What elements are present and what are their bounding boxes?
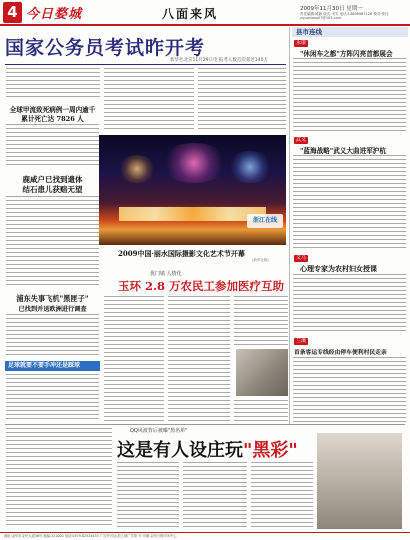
- page-number-badge: 4: [3, 2, 22, 23]
- right-item-text: [293, 58, 406, 133]
- left-story3-headline: 浦东失事飞机"黑匣子": [16, 294, 89, 303]
- left-story2-text: [6, 196, 99, 288]
- paper-name: 今日婺城: [26, 7, 83, 22]
- right-item-tag: 义乌: [296, 255, 307, 261]
- page-header: [0, 0, 410, 26]
- right-item-headline[interactable]: "休闲车之都"方阵闪亮首都展会: [300, 50, 393, 58]
- right-item-tag: 武义: [296, 137, 307, 143]
- main-headline: 国家公务员考试昨开考: [5, 37, 206, 59]
- middle-story-text-4: [234, 400, 288, 422]
- left-story2-headline: 鹿咸户已找到遗体: [22, 175, 83, 184]
- header-rule: [0, 24, 410, 26]
- right-item-text: [293, 155, 406, 251]
- middle-story-kicker: 优门镇 人情化: [150, 271, 182, 277]
- photo-caption: 2009中国·丽水国际摄影文化艺术节开幕: [118, 249, 245, 258]
- right-item-text: [293, 274, 406, 334]
- middle-story-text-2: [168, 296, 230, 422]
- right-item-tag: 永康: [296, 40, 307, 46]
- festival-photo[interactable]: [99, 135, 286, 245]
- left-bottom-text: [6, 374, 99, 422]
- bottom-story-headline: [117, 436, 298, 462]
- stage-lights: [119, 207, 266, 221]
- bottom-story-kicker: QQ风波背后被曝"黑名单": [130, 428, 188, 434]
- right-item-headline[interactable]: "蓝海战略"武义大曲进军沪杭: [300, 147, 386, 155]
- middle-story-photo[interactable]: [236, 349, 288, 396]
- bottom-story-photo[interactable]: [317, 433, 402, 529]
- issue-date: 2009年11月30日 星期一: [300, 6, 363, 12]
- bottom-story-text-2: [117, 462, 179, 528]
- left-story3-text: [6, 314, 99, 358]
- bottom-story-text-4: [251, 462, 313, 528]
- editor-credits: 责任编辑:姚静 版式:韦安 电话:13806987128 校对:张佳 ziyuanbao07@163.com: [300, 12, 389, 21]
- middle-story-headline: 玉环 2.8 万农民工参加医疗互助: [118, 279, 285, 293]
- firework-burst: [227, 151, 273, 183]
- ad-strip[interactable]: 足球就要不要手冲还是踩球: [5, 361, 100, 371]
- left-story1-headline: 全球甲流致死病例一周内逾千: [9, 106, 96, 114]
- left-story3-subline: 已找到并送欧洲进行调查: [18, 306, 87, 313]
- right-item-headline[interactable]: 心理专家为农村妇女授课: [300, 264, 377, 273]
- bottom-headline-emphasis: "黑彩": [243, 440, 298, 461]
- bottom-headline-prefix: 这是有人设庄玩: [117, 440, 243, 461]
- page-number-suffix: 版: [16, 2, 22, 8]
- right-item-tag: 兰溪: [296, 338, 307, 344]
- page-footer: 地址:金华市金华大道36号 邮编:321000 电话:0579-82324433 广告许可证:浙工商广字第 号 印刷:金华日报印务中心: [0, 532, 410, 540]
- middle-story-text-3: [234, 296, 288, 346]
- photo-credit: (新华社稿): [252, 258, 269, 262]
- middle-story-text: [104, 296, 164, 422]
- main-story-text-2: [104, 68, 194, 130]
- firework-burst: [159, 143, 229, 183]
- main-subline-1: 新华社北京11月29日电: [170, 58, 218, 63]
- left-story1-text: [6, 124, 99, 168]
- right-item-text: [293, 357, 406, 423]
- section-name: 八面来风: [162, 7, 219, 21]
- right-item-headline[interactable]: 首条客运专线经由停车便利村民走亲: [294, 350, 387, 356]
- main-story-text: [6, 68, 100, 100]
- main-subline-2: 报考人数首次超过140万: [218, 58, 268, 63]
- zjol-logo: 浙江在线: [247, 214, 283, 228]
- firework-burst: [117, 155, 157, 183]
- column-divider: [289, 27, 290, 425]
- headline-rule: [5, 64, 286, 65]
- bottom-story-text-3: [183, 462, 247, 528]
- main-story-text-3: [198, 68, 286, 130]
- main-subline: [170, 57, 268, 63]
- left-story1-subline: 累计死亡达 7826 人: [21, 115, 84, 123]
- right-column-title: 县市连线: [292, 27, 408, 37]
- left-story2-subline: 结石患儿获赔无望: [22, 185, 83, 194]
- bottom-divider: [5, 424, 405, 425]
- bottom-story-text: [6, 428, 112, 528]
